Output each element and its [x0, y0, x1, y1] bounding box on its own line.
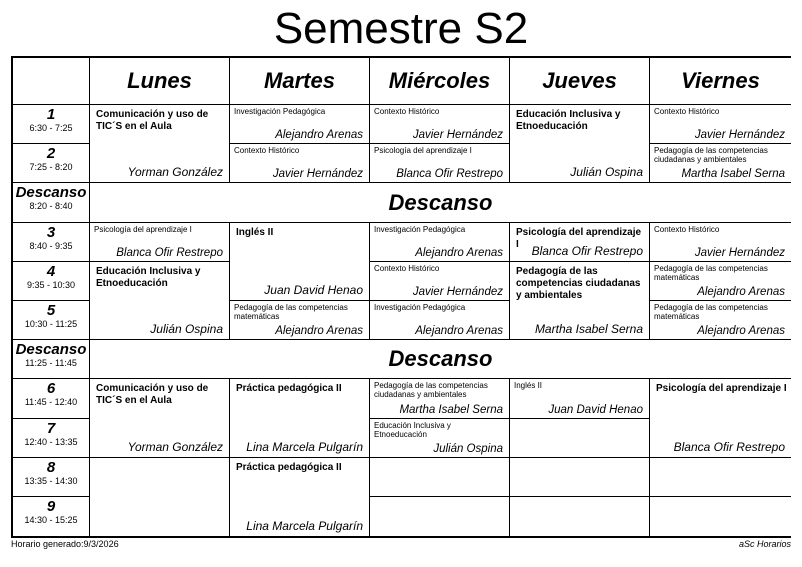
lesson-teacher: Julián Ospina [570, 165, 643, 179]
lesson-card [230, 379, 370, 458]
lesson-card [650, 262, 791, 301]
lesson-teacher: Javier Hernández [412, 286, 503, 298]
lesson-teacher: Javier Hernández [694, 247, 785, 259]
lesson-card [230, 223, 370, 301]
lesson-subject: Contexto Histórico [374, 107, 440, 116]
lesson-subject: Educación Inclusiva y Etnoeducación [516, 109, 621, 132]
period-time: 12:40 - 13:35 [24, 437, 78, 447]
break-name: Descanso [15, 184, 87, 201]
lesson-teacher: Juan David Henao [264, 283, 363, 297]
lesson-card [370, 301, 510, 340]
lesson-card [510, 262, 650, 340]
lesson-card [370, 379, 510, 419]
lesson-teacher: Javier Hernández [694, 129, 785, 141]
period-label [13, 419, 90, 458]
break-band: Descanso [90, 183, 791, 223]
lesson-teacher: Julián Ospina [433, 443, 503, 455]
day-header: Lunes [90, 58, 230, 105]
lesson-teacher: Martha Isabel Serna [399, 404, 503, 416]
lesson-subject: Psicología del aprendizaje I [656, 383, 787, 394]
lesson-subject: Comunicación y uso de TIC´S en el Aula [96, 383, 209, 406]
lesson-teacher: Alejandro Arenas [415, 325, 503, 337]
lesson-card [230, 301, 370, 340]
lesson-subject: Práctica pedagógica II [236, 462, 342, 473]
timetable-title: Semestre S2 [273, 4, 529, 53]
break-label [13, 340, 90, 379]
break-label [13, 183, 90, 223]
lesson-subject: Educación Inclusiva y Etnoeducación [374, 421, 451, 439]
lesson-subject: Investigación Pedagógica [374, 303, 466, 312]
lesson-card [650, 301, 791, 340]
lesson-teacher: Julián Ospina [150, 322, 223, 336]
period-label [13, 223, 90, 262]
period-time: 10:30 - 11:25 [24, 319, 78, 329]
lesson-teacher: Alejandro Arenas [275, 129, 363, 141]
period-time: 9:35 - 10:30 [26, 280, 76, 290]
lesson-teacher: Javier Hernández [412, 129, 503, 141]
timetable-grid [11, 56, 791, 538]
day-header: Martes [230, 58, 370, 105]
lesson-subject: Educación Inclusiva y Etnoeducación [96, 266, 201, 289]
empty-slot [650, 497, 791, 536]
break-band: Descanso [90, 340, 791, 379]
day-header: Viernes [650, 58, 791, 105]
lesson-teacher: Blanca Ofir Restrepo [673, 440, 785, 454]
lesson-subject: Comunicación y uso de TIC´S en el Aula [96, 109, 209, 132]
lesson-teacher: Alejandro Arenas [275, 325, 363, 337]
lesson-card [230, 458, 370, 536]
lesson-card [90, 262, 230, 340]
lesson-teacher: Juan David Henao [548, 404, 643, 416]
lesson-card [370, 262, 510, 301]
period-time: 8:20 - 8:40 [29, 201, 73, 211]
lesson-teacher: Alejandro Arenas [697, 286, 785, 298]
period-time: 7:25 - 8:20 [29, 162, 73, 172]
period-number: 9 [46, 498, 56, 515]
period-number: 4 [46, 263, 56, 280]
period-number: 2 [46, 145, 56, 162]
lesson-subject: Contexto Histórico [234, 146, 300, 155]
lesson-card [510, 379, 650, 419]
period-number: 3 [46, 224, 56, 241]
lesson-card [90, 379, 230, 458]
period-time: 11:25 - 11:45 [25, 358, 77, 368]
lesson-card [510, 223, 650, 262]
lesson-card [90, 223, 230, 262]
lesson-teacher: Martha Isabel Serna [534, 322, 643, 336]
day-header: Jueves [510, 58, 650, 105]
period-label [13, 262, 90, 301]
period-label [13, 301, 90, 340]
lesson-subject: Psicología del aprendizaje I [516, 227, 642, 250]
brand-label: aSc Horarios [738, 539, 791, 549]
lesson-card [650, 379, 791, 458]
lesson-subject: Contexto Histórico [654, 107, 720, 116]
period-number: 1 [46, 106, 56, 123]
lesson-teacher: Yorman González [127, 165, 223, 179]
lesson-teacher: Lina Marcela Pulgarín [246, 440, 363, 454]
lesson-subject: Pedagogía de las competencias ciudadanas y ambientales [374, 381, 488, 399]
period-time: 14:30 - 15:25 [24, 515, 78, 525]
lesson-teacher: Blanca Ofir Restrepo [396, 168, 503, 180]
period-label [13, 497, 90, 536]
lesson-teacher: Lina Marcela Pulgarín [246, 519, 363, 533]
lesson-card [370, 144, 510, 183]
period-time: 13:35 - 14:30 [24, 476, 78, 486]
period-label [13, 379, 90, 419]
lesson-teacher: Blanca Ofir Restrepo [531, 244, 643, 258]
empty-slot [370, 497, 510, 536]
lesson-subject: Psicología del aprendizaje I [94, 225, 192, 234]
period-number: 5 [46, 302, 56, 319]
lesson-card [370, 105, 510, 144]
period-label [13, 144, 90, 183]
empty-slot [370, 458, 510, 497]
lesson-subject: Pedagogía de las competencias matemáticas [654, 303, 768, 321]
period-label [13, 458, 90, 497]
lesson-card [650, 144, 791, 183]
lesson-subject: Práctica pedagógica II [236, 383, 342, 394]
lesson-subject: Pedagogía de las competencias matemáticas [234, 303, 348, 321]
lesson-teacher: Yorman González [127, 440, 223, 454]
generated-date: Horario generado:9/3/2026 [11, 539, 119, 549]
lesson-card [90, 105, 230, 183]
empty-slot [510, 419, 650, 458]
lesson-card [230, 105, 370, 144]
period-time: 8:40 - 9:35 [29, 241, 73, 251]
lesson-subject: Investigación Pedagógica [234, 107, 326, 116]
period-number: 7 [46, 420, 56, 437]
lesson-teacher: Martha Isabel Serna [681, 168, 785, 180]
empty-slot [90, 458, 230, 536]
lesson-subject: Contexto Histórico [374, 264, 440, 273]
lesson-card [370, 419, 510, 458]
lesson-card [650, 223, 791, 262]
lesson-teacher: Javier Hernández [272, 168, 363, 180]
period-number: 8 [46, 459, 56, 476]
lesson-subject: Inglés II [236, 227, 274, 238]
period-time: 6:30 - 7:25 [29, 123, 73, 133]
lesson-card [510, 105, 650, 183]
day-header: Miércoles [370, 58, 510, 105]
break-name: Descanso [15, 341, 87, 358]
period-number: 6 [46, 380, 56, 397]
lesson-teacher: Alejandro Arenas [697, 325, 785, 337]
lesson-subject: Inglés II [514, 381, 543, 390]
lesson-subject: Pedagogía de las competencias ciudadanas y ambientales [654, 146, 768, 164]
empty-slot [650, 458, 791, 497]
corner-cell [13, 58, 90, 105]
lesson-card [370, 223, 510, 262]
lesson-card [230, 144, 370, 183]
period-time: 11:45 - 12:40 [24, 397, 78, 407]
empty-slot [510, 497, 650, 536]
lesson-teacher: Blanca Ofir Restrepo [116, 247, 223, 259]
lesson-teacher: Alejandro Arenas [415, 247, 503, 259]
lesson-subject: Investigación Pedagógica [374, 225, 466, 234]
period-label [13, 105, 90, 144]
empty-slot [510, 458, 650, 497]
lesson-subject: Contexto Histórico [654, 225, 720, 234]
lesson-card [650, 105, 791, 144]
lesson-subject: Pedagogía de las competencias matemáticas [654, 264, 768, 282]
lesson-subject: Psicología del aprendizaje I [374, 146, 472, 155]
lesson-subject: Pedagogía de las competencias ciudadanas y ambientales [516, 266, 641, 301]
